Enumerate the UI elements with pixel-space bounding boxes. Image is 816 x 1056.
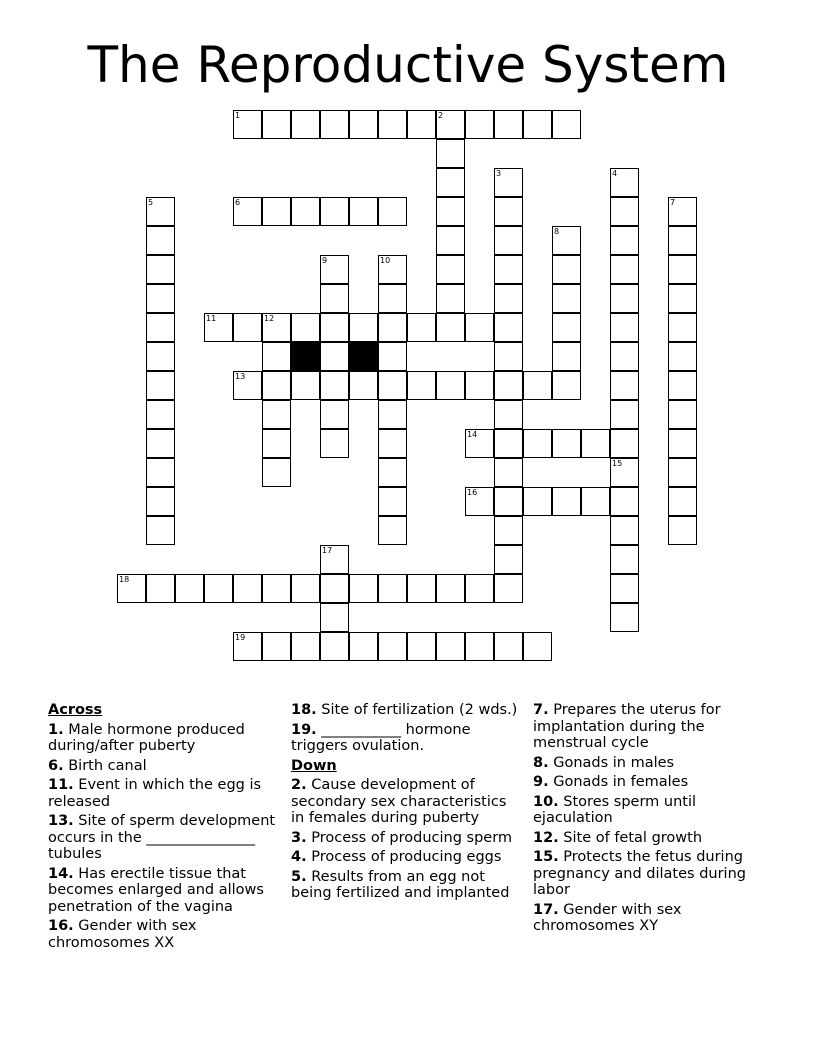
grid-cell[interactable] — [668, 284, 697, 313]
grid-cell[interactable] — [233, 110, 262, 139]
grid-cell[interactable] — [523, 487, 552, 516]
clue-number: 3 — [496, 169, 502, 178]
grid-cell[interactable] — [465, 313, 494, 342]
grid-cell[interactable] — [436, 632, 465, 661]
clue-number: 16 — [467, 488, 478, 497]
grid-cell[interactable] — [668, 487, 697, 516]
grid-cell[interactable] — [262, 197, 291, 226]
clue-number: 4 — [612, 169, 618, 178]
grid-cell[interactable] — [610, 400, 639, 429]
grid-cell[interactable] — [610, 574, 639, 603]
clue-down-7: 7. Prepares the uterus for implantation during the menstrual cycle — [533, 702, 721, 751]
grid-cell[interactable] — [262, 110, 291, 139]
grid-cell[interactable] — [610, 255, 639, 284]
clue-number: 5 — [148, 198, 154, 207]
clue-number: 6 — [235, 198, 241, 207]
grid-cell[interactable] — [291, 313, 320, 342]
grid-cell[interactable] — [465, 110, 494, 139]
grid-cell[interactable] — [320, 197, 349, 226]
grid-cell[interactable] — [407, 632, 436, 661]
grid-cell[interactable] — [291, 110, 320, 139]
clue-number: 13 — [235, 372, 246, 381]
grid-cell[interactable] — [436, 139, 465, 168]
grid-cell[interactable] — [349, 632, 378, 661]
grid-cell[interactable] — [204, 574, 233, 603]
grid-cell[interactable] — [378, 371, 407, 400]
grid-cell[interactable] — [378, 342, 407, 371]
grid-cell[interactable] — [610, 226, 639, 255]
grid-cell[interactable] — [146, 400, 175, 429]
grid-cell[interactable] — [320, 313, 349, 342]
clue-number: 17 — [322, 546, 333, 555]
grid-cell[interactable] — [552, 284, 581, 313]
grid-cell[interactable] — [610, 487, 639, 516]
clue-across-18: 18. Site of fertilization (2 wds.) — [291, 702, 518, 718]
grid-cell[interactable] — [378, 400, 407, 429]
clue-down-3: 3. Process of producing sperm — [291, 829, 513, 846]
grid-cell[interactable] — [610, 429, 639, 458]
grid-cell[interactable] — [581, 487, 610, 516]
grid-cell[interactable] — [233, 574, 262, 603]
grid-cell[interactable] — [436, 197, 465, 226]
grid-cell[interactable] — [320, 371, 349, 400]
clue-down-12: 12. Site of fetal growth — [533, 829, 703, 846]
grid-cell[interactable] — [610, 603, 639, 632]
grid-cell[interactable] — [668, 371, 697, 400]
grid-cell[interactable] — [436, 371, 465, 400]
grid-cell[interactable] — [610, 545, 639, 574]
clue-number: 19 — [235, 633, 246, 642]
grid-cell[interactable] — [378, 516, 407, 545]
clue-across-13: 13. Site of sperm development occurs in the _______________ tubules — [48, 813, 276, 862]
grid-cell[interactable] — [610, 197, 639, 226]
grid-cell[interactable] — [552, 429, 581, 458]
grid-cell[interactable] — [146, 487, 175, 516]
clue-number: 12 — [264, 314, 275, 323]
grid-cell[interactable] — [494, 197, 523, 226]
grid-cell[interactable] — [262, 458, 291, 487]
grid-cell[interactable] — [320, 342, 349, 371]
grid-cell[interactable] — [146, 458, 175, 487]
grid-cell[interactable] — [378, 458, 407, 487]
grid-cell[interactable] — [320, 284, 349, 313]
grid-cell[interactable] — [407, 110, 436, 139]
grid-cell[interactable] — [378, 110, 407, 139]
grid-cell[interactable] — [146, 313, 175, 342]
clue-across-19: 19. ___________ hormone triggers ovulation. — [291, 721, 471, 754]
grid-cell[interactable] — [552, 342, 581, 371]
grid-cell[interactable] — [494, 487, 523, 516]
clue-column-2 — [291, 702, 523, 905]
clue-number: 8 — [554, 227, 560, 236]
clue-column-3 — [533, 702, 765, 938]
grid-cell[interactable] — [146, 429, 175, 458]
clue-across-11: 11. Event in which the egg is released — [48, 777, 262, 810]
grid-cell[interactable] — [581, 429, 610, 458]
grid-cell[interactable] — [668, 255, 697, 284]
grid-cell[interactable] — [262, 371, 291, 400]
grid-cell[interactable] — [523, 632, 552, 661]
grid-cell[interactable] — [465, 632, 494, 661]
clue-number: 15 — [612, 459, 623, 468]
grid-cell[interactable] — [436, 226, 465, 255]
grid-cell[interactable] — [378, 255, 407, 284]
grid-cell[interactable] — [494, 574, 523, 603]
grid-cell[interactable] — [349, 197, 378, 226]
grid-cell[interactable] — [494, 284, 523, 313]
grid-cell[interactable] — [407, 574, 436, 603]
grid-cell[interactable] — [378, 429, 407, 458]
blocked-cell — [349, 342, 378, 371]
grid-cell[interactable] — [465, 574, 494, 603]
grid-cell[interactable] — [523, 110, 552, 139]
grid-cell[interactable] — [378, 632, 407, 661]
grid-cell[interactable] — [320, 574, 349, 603]
clue-number: 7 — [670, 198, 676, 207]
grid-cell[interactable] — [494, 545, 523, 574]
across-heading: Across — [48, 702, 103, 718]
grid-cell[interactable] — [407, 313, 436, 342]
clue-number: 10 — [380, 256, 391, 265]
grid-cell[interactable] — [494, 458, 523, 487]
grid-cell[interactable] — [146, 342, 175, 371]
clue-column-1 — [48, 702, 280, 954]
clue-number: 9 — [322, 256, 328, 265]
puzzle-title: The Reproductive System — [87, 36, 729, 94]
clue-number: 18 — [119, 575, 130, 584]
grid-cell[interactable] — [378, 313, 407, 342]
grid-cell[interactable] — [175, 574, 204, 603]
grid-cell[interactable] — [494, 400, 523, 429]
grid-cell[interactable] — [233, 371, 262, 400]
grid-cell[interactable] — [233, 313, 262, 342]
grid-cell[interactable] — [378, 284, 407, 313]
grid-cell[interactable] — [262, 429, 291, 458]
grid-cell[interactable] — [610, 516, 639, 545]
clue-down-4: 4. Process of producing eggs — [291, 849, 502, 865]
grid-cell[interactable] — [668, 516, 697, 545]
clue-across-1: 1. Male hormone produced during/after puberty — [48, 721, 245, 754]
grid-cell[interactable] — [436, 284, 465, 313]
grid-cell[interactable] — [523, 429, 552, 458]
grid-cell[interactable] — [262, 632, 291, 661]
grid-cell[interactable] — [465, 487, 494, 516]
grid-cell[interactable] — [494, 429, 523, 458]
grid-cell[interactable] — [320, 429, 349, 458]
grid-cell[interactable] — [610, 284, 639, 313]
grid-cell[interactable] — [320, 110, 349, 139]
clue-down-17: 17. Gender with sex chromosomes XY — [533, 901, 682, 934]
grid-cell[interactable] — [262, 313, 291, 342]
grid-cell[interactable] — [204, 313, 233, 342]
grid-cell[interactable] — [146, 255, 175, 284]
grid-cell[interactable] — [349, 574, 378, 603]
grid-cell[interactable] — [552, 371, 581, 400]
grid-cell[interactable] — [436, 574, 465, 603]
grid-cell[interactable] — [552, 313, 581, 342]
grid-cell[interactable] — [552, 255, 581, 284]
grid-cell[interactable] — [378, 574, 407, 603]
grid-cell[interactable] — [610, 342, 639, 371]
grid-cell[interactable] — [436, 110, 465, 139]
grid-cell[interactable] — [407, 371, 436, 400]
grid-cell[interactable] — [494, 226, 523, 255]
grid-cell[interactable] — [668, 400, 697, 429]
clue-down-15: 15. Protects the fetus during pregnancy and dilates during labor — [533, 849, 746, 898]
clue-number: 2 — [438, 111, 444, 120]
clue-down-9: 9. Gonads in females — [533, 774, 689, 790]
grid-cell[interactable] — [146, 197, 175, 226]
grid-cell[interactable] — [233, 197, 262, 226]
grid-cell[interactable] — [610, 168, 639, 197]
grid-cell[interactable] — [349, 313, 378, 342]
grid-cell[interactable] — [610, 313, 639, 342]
grid-cell[interactable] — [146, 371, 175, 400]
clue-across-6: 6. Birth canal — [48, 757, 147, 774]
grid-cell[interactable] — [552, 226, 581, 255]
grid-cell[interactable] — [494, 342, 523, 371]
grid-cell[interactable] — [262, 342, 291, 371]
grid-cell[interactable] — [494, 255, 523, 284]
grid-cell[interactable] — [146, 226, 175, 255]
grid-cell[interactable] — [668, 429, 697, 458]
grid-cell[interactable] — [494, 110, 523, 139]
clue-down-8: 8. Gonads in males — [533, 754, 675, 771]
grid-cell[interactable] — [262, 400, 291, 429]
grid-cell[interactable] — [320, 603, 349, 632]
grid-cell[interactable] — [552, 487, 581, 516]
grid-cell[interactable] — [291, 632, 320, 661]
grid-cell[interactable] — [465, 429, 494, 458]
grid-cell[interactable] — [465, 371, 494, 400]
grid-cell[interactable] — [668, 197, 697, 226]
clue-down-2: 2. Cause development of secondary sex characteristics in females during puberty — [291, 777, 507, 826]
clue-number: 11 — [206, 314, 217, 323]
clue-number: 14 — [467, 430, 478, 439]
clue-across-14: 14. Has erectile tissue that becomes enlarged and allows penetration of the vagina — [48, 865, 264, 915]
clue-down-10: 10. Stores sperm until ejaculation — [533, 793, 697, 826]
grid-cell[interactable] — [668, 226, 697, 255]
grid-cell[interactable] — [320, 255, 349, 284]
grid-cell[interactable] — [146, 574, 175, 603]
grid-cell[interactable] — [291, 197, 320, 226]
clue-number: 1 — [235, 111, 241, 120]
grid-cell[interactable] — [668, 458, 697, 487]
grid-cell[interactable] — [436, 168, 465, 197]
grid-cell[interactable] — [494, 168, 523, 197]
down-heading: Down — [291, 757, 337, 774]
grid-cell[interactable] — [610, 371, 639, 400]
grid-cell[interactable] — [494, 516, 523, 545]
grid-cell[interactable] — [146, 284, 175, 313]
grid-cell[interactable] — [552, 110, 581, 139]
grid-cell[interactable] — [378, 197, 407, 226]
grid-cell[interactable] — [146, 516, 175, 545]
grid-cell[interactable] — [262, 574, 291, 603]
grid-cell[interactable] — [668, 342, 697, 371]
grid-cell[interactable] — [494, 313, 523, 342]
grid-cell[interactable] — [610, 458, 639, 487]
grid-cell[interactable] — [494, 371, 523, 400]
grid-cell[interactable] — [320, 632, 349, 661]
grid-cell[interactable] — [291, 371, 320, 400]
grid-cell[interactable] — [436, 255, 465, 284]
grid-cell[interactable] — [233, 632, 262, 661]
grid-cell[interactable] — [349, 371, 378, 400]
clue-across-16: 16. Gender with sex chromosomes XX — [48, 918, 197, 951]
grid-cell[interactable] — [523, 371, 552, 400]
grid-cell[interactable] — [668, 313, 697, 342]
clue-down-5: 5. Results from an egg not being fertilized and implanted — [291, 868, 510, 901]
blocked-cell — [291, 342, 320, 371]
grid-cell[interactable] — [117, 574, 146, 603]
grid-cell[interactable] — [320, 545, 349, 574]
grid-cell[interactable] — [349, 110, 378, 139]
grid-cell[interactable] — [291, 574, 320, 603]
grid-cell[interactable] — [320, 400, 349, 429]
grid-cell[interactable] — [378, 487, 407, 516]
grid-cell[interactable] — [436, 313, 465, 342]
grid-cell[interactable] — [494, 632, 523, 661]
